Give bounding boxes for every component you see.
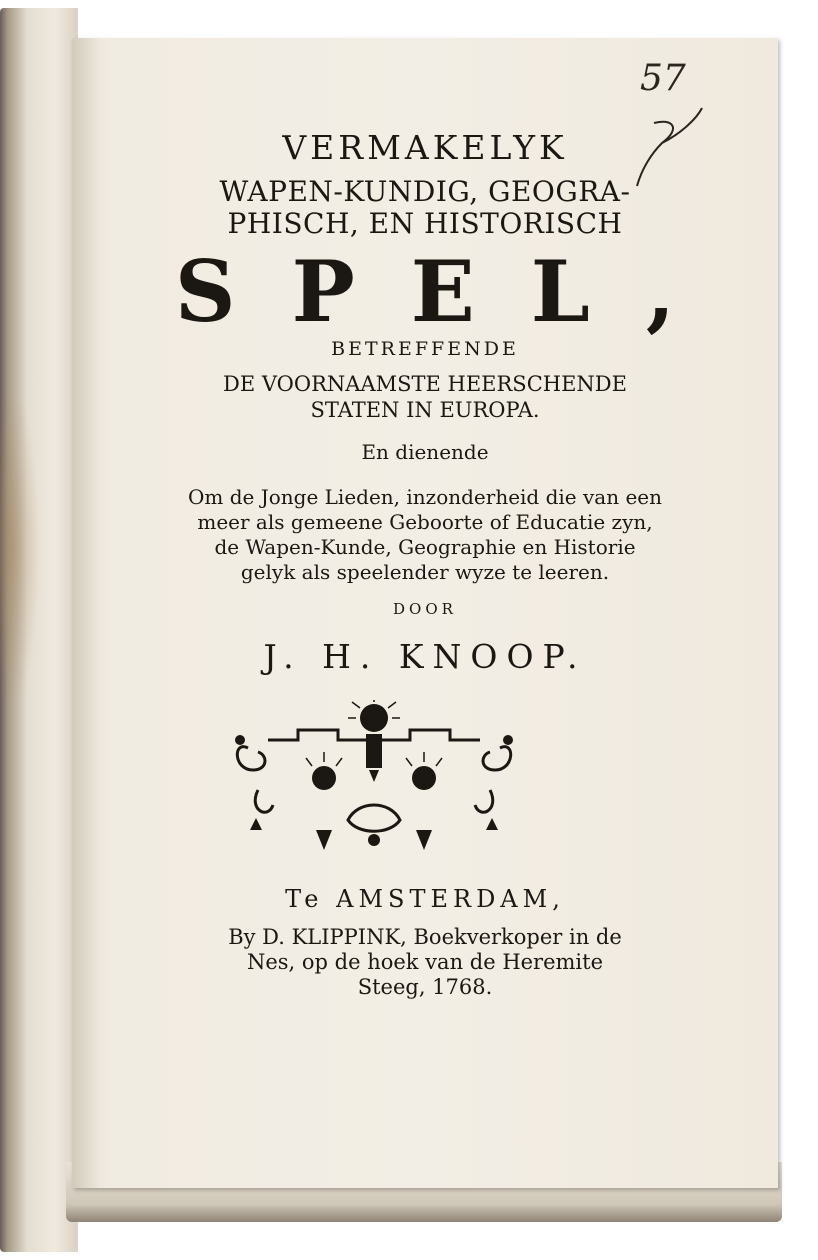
purpose-line-3: de Wapen-Kunde, Geographie en Historie bbox=[214, 535, 636, 559]
book-binding bbox=[0, 8, 78, 1252]
title-line-2: WAPEN-KUNDIG, GEOGRA- bbox=[219, 175, 631, 208]
title-line-vermakelyk: VERMAKELYK bbox=[282, 128, 568, 167]
title-spel: SPEL, bbox=[174, 242, 732, 341]
imprint-place: Te AMSTERDAM, bbox=[285, 885, 565, 913]
imprint-line-3: Steeg, 1768. bbox=[357, 975, 493, 999]
subtitle-line-7: STATEN IN EUROPA. bbox=[310, 398, 540, 422]
imprint-line-1: By D. KLIPPINK, Boekverkoper in de bbox=[228, 925, 622, 949]
subtitle-line-6: DE VOORNAAMSTE HEERSCHENDE bbox=[223, 372, 627, 396]
purpose-line-1: Om de Jonge Lieden, inzonderheid die van een bbox=[187, 485, 662, 509]
manuscript-number: 57 bbox=[640, 58, 686, 99]
author-name: J. H. KNOOP. bbox=[263, 637, 587, 676]
by-line-door: DOOR bbox=[393, 600, 457, 618]
subtitle-en-dienende: En dienende bbox=[361, 440, 489, 464]
subtitle-betreffende: BETREFFENDE bbox=[331, 338, 519, 360]
purpose-line-4: gelyk als speelender wyze te leeren. bbox=[240, 560, 610, 584]
imprint-line-2: Nes, op de hoek van de Heremite bbox=[246, 950, 604, 974]
binding-stain bbox=[0, 388, 40, 708]
manuscript-annotation bbox=[632, 58, 722, 188]
title-line-3: PHISCH, EN HISTORISCH bbox=[227, 207, 623, 240]
purpose-line-2: meer als gemeene Geboorte of Educatie zyn, bbox=[197, 510, 653, 534]
manuscript-scribble bbox=[632, 58, 722, 188]
printers-ornament bbox=[228, 700, 520, 862]
